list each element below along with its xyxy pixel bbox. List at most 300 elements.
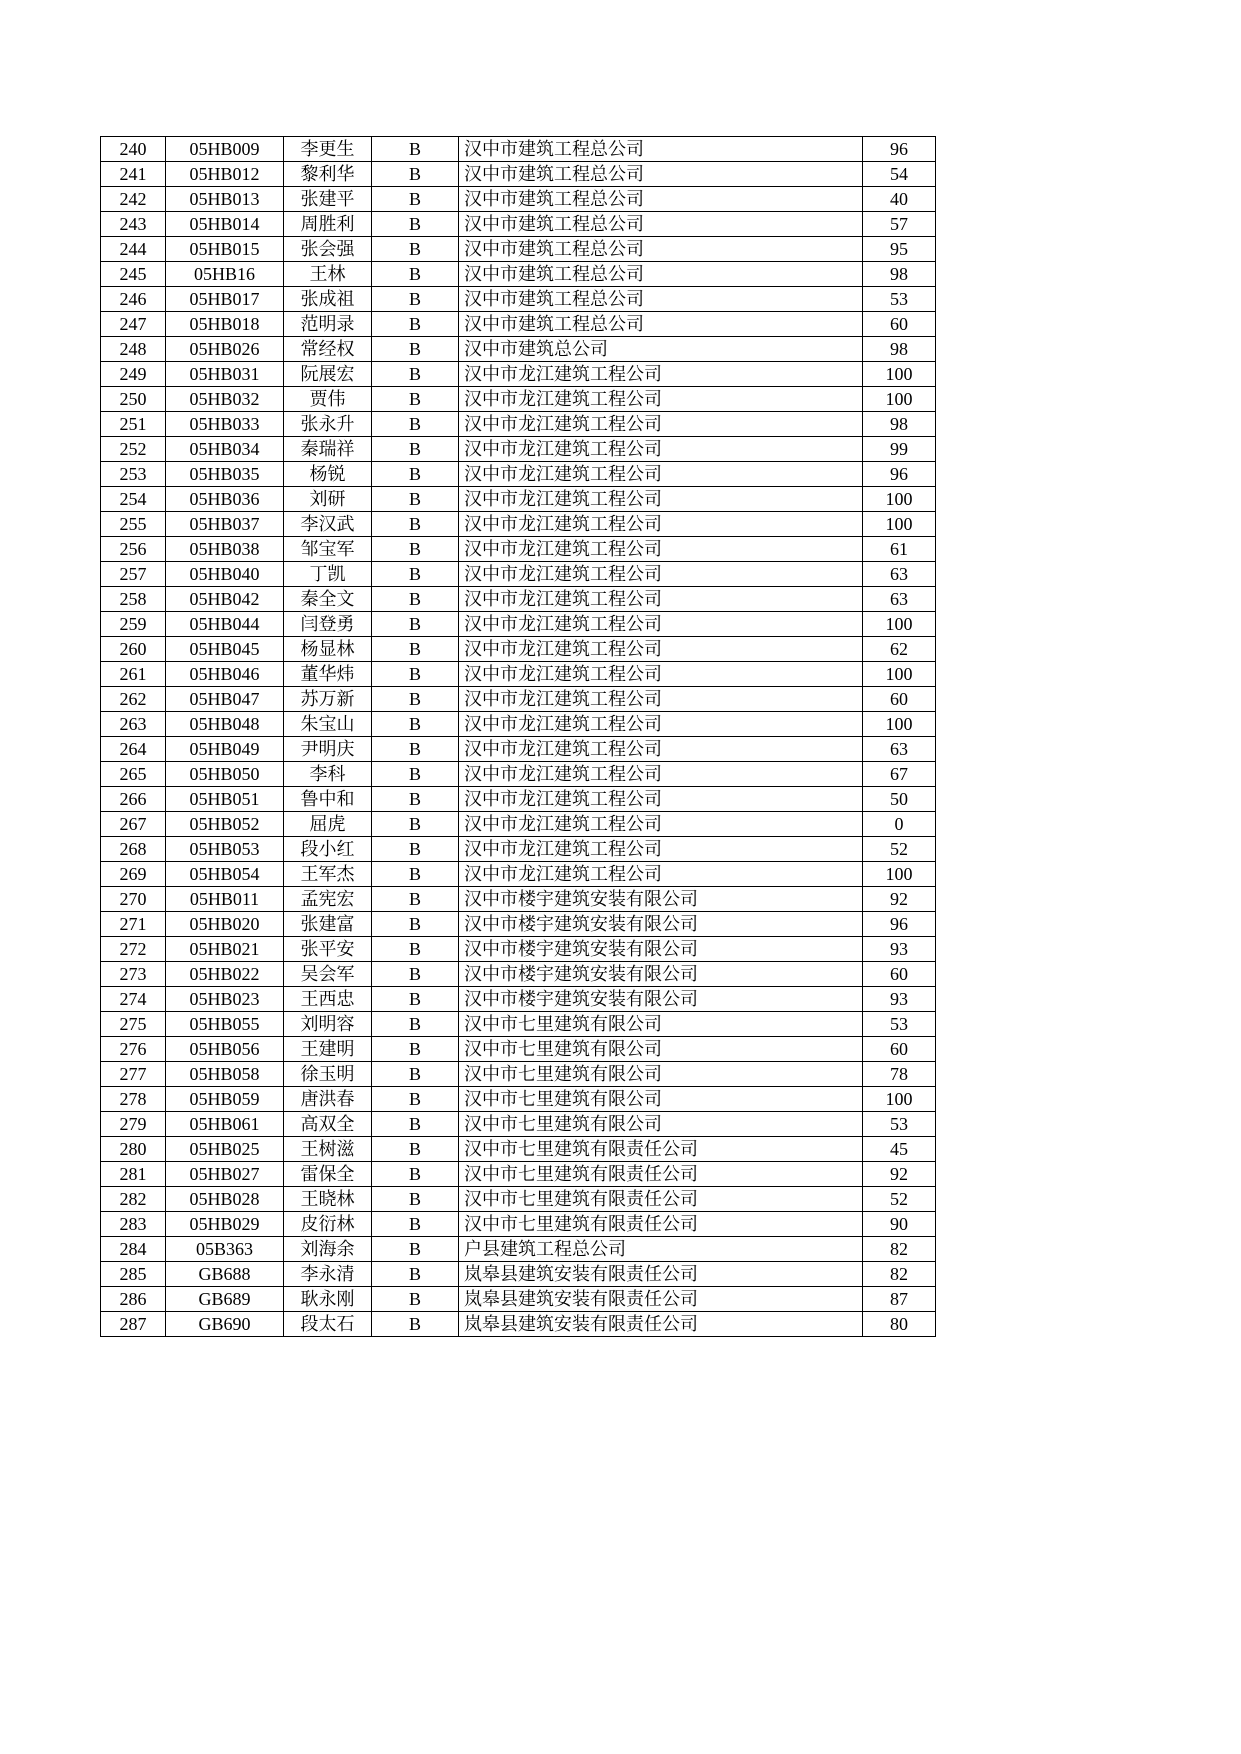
cell-grade: B (372, 1112, 459, 1137)
cell-name: 秦全文 (284, 587, 372, 612)
cell-index: 247 (101, 312, 166, 337)
cell-company: 汉中市龙江建筑工程公司 (459, 437, 863, 462)
cell-index: 285 (101, 1262, 166, 1287)
table-row (101, 1037, 936, 1062)
cell-index: 243 (101, 212, 166, 237)
cell-company: 汉中市建筑总公司 (459, 337, 863, 362)
cell-name: 刘研 (284, 487, 372, 512)
cell-name: 贾伟 (284, 387, 372, 412)
cell-score: 82 (863, 1237, 936, 1262)
cell-score: 92 (863, 1162, 936, 1187)
cell-score: 0 (863, 812, 936, 837)
cell-score: 95 (863, 237, 936, 262)
cell-grade: B (372, 1012, 459, 1037)
cell-grade: B (372, 487, 459, 512)
cell-company: 汉中市七里建筑有限责任公司 (459, 1212, 863, 1237)
cell-score: 63 (863, 587, 936, 612)
cell-score: 100 (863, 362, 936, 387)
cell-grade: B (372, 1312, 459, 1337)
cell-name: 高双全 (284, 1112, 372, 1137)
cell-score: 61 (863, 537, 936, 562)
cell-company: 汉中市七里建筑有限责任公司 (459, 1187, 863, 1212)
cell-certificate-no: 05HB059 (166, 1087, 284, 1112)
cell-score: 92 (863, 887, 936, 912)
cell-score: 100 (863, 512, 936, 537)
cell-name: 李汉武 (284, 512, 372, 537)
cell-company: 汉中市龙江建筑工程公司 (459, 412, 863, 437)
table-row (101, 1087, 936, 1112)
cell-grade: B (372, 912, 459, 937)
cell-grade: B (372, 787, 459, 812)
cell-index: 246 (101, 287, 166, 312)
table-row (101, 362, 936, 387)
cell-certificate-no: 05HB022 (166, 962, 284, 987)
cell-name: 雷保全 (284, 1162, 372, 1187)
table-row (101, 1162, 936, 1187)
table-row (101, 1112, 936, 1137)
table-row (101, 587, 936, 612)
cell-certificate-no: 05HB014 (166, 212, 284, 237)
cell-certificate-no: 05HB044 (166, 612, 284, 637)
table-row (101, 562, 936, 587)
table-row (101, 1012, 936, 1037)
table-row (101, 1237, 936, 1262)
cell-grade: B (372, 712, 459, 737)
cell-certificate-no: 05HB055 (166, 1012, 284, 1037)
cell-score: 78 (863, 1062, 936, 1087)
cell-grade: B (372, 1162, 459, 1187)
cell-name: 张永升 (284, 412, 372, 437)
cell-certificate-no: 05HB046 (166, 662, 284, 687)
cell-grade: B (372, 412, 459, 437)
cell-name: 王晓林 (284, 1187, 372, 1212)
cell-company: 汉中市七里建筑有限责任公司 (459, 1162, 863, 1187)
table-row (101, 1312, 936, 1337)
cell-certificate-no: 05HB049 (166, 737, 284, 762)
cell-index: 263 (101, 712, 166, 737)
cell-score: 99 (863, 437, 936, 462)
cell-grade: B (372, 212, 459, 237)
cell-name: 闫登勇 (284, 612, 372, 637)
cell-score: 53 (863, 1012, 936, 1037)
cell-index: 276 (101, 1037, 166, 1062)
table-row (101, 662, 936, 687)
cell-grade: B (372, 837, 459, 862)
table-row (101, 187, 936, 212)
cell-name: 刘明容 (284, 1012, 372, 1037)
cell-grade: B (372, 762, 459, 787)
cell-name: 段小红 (284, 837, 372, 862)
cell-certificate-no: 05HB009 (166, 137, 284, 162)
cell-index: 257 (101, 562, 166, 587)
cell-name: 王林 (284, 262, 372, 287)
cell-grade: B (372, 237, 459, 262)
cell-company: 汉中市龙江建筑工程公司 (459, 637, 863, 662)
cell-company: 汉中市七里建筑有限公司 (459, 1012, 863, 1037)
cell-company: 汉中市七里建筑有限责任公司 (459, 1137, 863, 1162)
cell-score: 67 (863, 762, 936, 787)
cell-grade: B (372, 887, 459, 912)
table-row (101, 1262, 936, 1287)
table-row (101, 1187, 936, 1212)
cell-index: 260 (101, 637, 166, 662)
cell-company: 汉中市龙江建筑工程公司 (459, 562, 863, 587)
cell-name: 杨锐 (284, 462, 372, 487)
cell-company: 汉中市七里建筑有限公司 (459, 1112, 863, 1137)
cell-certificate-no: GB689 (166, 1287, 284, 1312)
cell-index: 280 (101, 1137, 166, 1162)
cell-name: 王树滋 (284, 1137, 372, 1162)
cell-index: 262 (101, 687, 166, 712)
cell-score: 53 (863, 287, 936, 312)
cell-name: 张建富 (284, 912, 372, 937)
table-row (101, 987, 936, 1012)
table-row (101, 137, 936, 162)
table-row (101, 312, 936, 337)
table-row (101, 462, 936, 487)
table-row (101, 787, 936, 812)
document-page (100, 136, 936, 1337)
cell-name: 吴会军 (284, 962, 372, 987)
cell-company: 汉中市七里建筑有限公司 (459, 1062, 863, 1087)
cell-company: 汉中市龙江建筑工程公司 (459, 512, 863, 537)
cell-grade: B (372, 1237, 459, 1262)
cell-grade: B (372, 187, 459, 212)
cell-grade: B (372, 737, 459, 762)
cell-index: 248 (101, 337, 166, 362)
cell-score: 63 (863, 737, 936, 762)
cell-certificate-no: 05HB052 (166, 812, 284, 837)
cell-company: 汉中市七里建筑有限公司 (459, 1037, 863, 1062)
table-row (101, 437, 936, 462)
cell-certificate-no: 05HB028 (166, 1187, 284, 1212)
cell-index: 245 (101, 262, 166, 287)
table-row (101, 737, 936, 762)
cell-score: 54 (863, 162, 936, 187)
cell-grade: B (372, 1037, 459, 1062)
cell-score: 40 (863, 187, 936, 212)
table-row (101, 1287, 936, 1312)
cell-company: 汉中市龙江建筑工程公司 (459, 612, 863, 637)
cell-index: 273 (101, 962, 166, 987)
table-row (101, 812, 936, 837)
cell-company: 户县建筑工程总公司 (459, 1237, 863, 1262)
cell-company: 汉中市龙江建筑工程公司 (459, 787, 863, 812)
cell-company: 汉中市楼宇建筑安装有限公司 (459, 887, 863, 912)
cell-name: 耿永刚 (284, 1287, 372, 1312)
cell-grade: B (372, 937, 459, 962)
cell-certificate-no: 05HB16 (166, 262, 284, 287)
cell-grade: B (372, 137, 459, 162)
cell-score: 60 (863, 687, 936, 712)
table-row (101, 912, 936, 937)
cell-index: 259 (101, 612, 166, 637)
cell-company: 汉中市建筑工程总公司 (459, 212, 863, 237)
cell-certificate-no: 05HB033 (166, 412, 284, 437)
cell-company: 汉中市建筑工程总公司 (459, 187, 863, 212)
cell-score: 96 (863, 462, 936, 487)
cell-certificate-no: 05HB056 (166, 1037, 284, 1062)
table-row (101, 1137, 936, 1162)
cell-certificate-no: 05HB036 (166, 487, 284, 512)
table-row (101, 512, 936, 537)
cell-score: 50 (863, 787, 936, 812)
cell-certificate-no: 05HB037 (166, 512, 284, 537)
table-row (101, 262, 936, 287)
results-table-body (101, 137, 936, 1337)
cell-grade: B (372, 262, 459, 287)
cell-certificate-no: 05HB021 (166, 937, 284, 962)
table-row (101, 387, 936, 412)
cell-certificate-no: 05HB025 (166, 1137, 284, 1162)
cell-index: 279 (101, 1112, 166, 1137)
cell-certificate-no: 05HB050 (166, 762, 284, 787)
cell-name: 段太石 (284, 1312, 372, 1337)
cell-certificate-no: 05HB047 (166, 687, 284, 712)
cell-certificate-no: 05HB054 (166, 862, 284, 887)
cell-grade: B (372, 987, 459, 1012)
table-row (101, 237, 936, 262)
cell-name: 黎利华 (284, 162, 372, 187)
cell-name: 尹明庆 (284, 737, 372, 762)
cell-index: 267 (101, 812, 166, 837)
table-row (101, 637, 936, 662)
cell-company: 汉中市楼宇建筑安装有限公司 (459, 937, 863, 962)
cell-certificate-no: 05HB040 (166, 562, 284, 587)
cell-grade: B (372, 1137, 459, 1162)
cell-grade: B (372, 337, 459, 362)
cell-index: 242 (101, 187, 166, 212)
table-row (101, 412, 936, 437)
cell-grade: B (372, 1287, 459, 1312)
cell-grade: B (372, 562, 459, 587)
cell-certificate-no: GB688 (166, 1262, 284, 1287)
cell-score: 93 (863, 987, 936, 1012)
cell-certificate-no: 05HB023 (166, 987, 284, 1012)
table-row (101, 937, 936, 962)
cell-name: 刘海余 (284, 1237, 372, 1262)
cell-index: 255 (101, 512, 166, 537)
cell-name: 苏万新 (284, 687, 372, 712)
cell-name: 常经权 (284, 337, 372, 362)
cell-name: 范明录 (284, 312, 372, 337)
cell-grade: B (372, 387, 459, 412)
cell-certificate-no: 05HB020 (166, 912, 284, 937)
cell-score: 80 (863, 1312, 936, 1337)
cell-name: 杨显林 (284, 637, 372, 662)
table-row (101, 762, 936, 787)
cell-name: 阮展宏 (284, 362, 372, 387)
cell-certificate-no: 05HB045 (166, 637, 284, 662)
cell-certificate-no: 05B363 (166, 1237, 284, 1262)
cell-score: 52 (863, 837, 936, 862)
cell-company: 汉中市龙江建筑工程公司 (459, 837, 863, 862)
cell-score: 93 (863, 937, 936, 962)
cell-company: 汉中市建筑工程总公司 (459, 287, 863, 312)
cell-company: 汉中市楼宇建筑安装有限公司 (459, 912, 863, 937)
cell-certificate-no: 05HB035 (166, 462, 284, 487)
cell-score: 62 (863, 637, 936, 662)
cell-index: 254 (101, 487, 166, 512)
cell-company: 汉中市建筑工程总公司 (459, 237, 863, 262)
cell-score: 60 (863, 962, 936, 987)
cell-company: 汉中市龙江建筑工程公司 (459, 387, 863, 412)
cell-score: 96 (863, 912, 936, 937)
cell-score: 63 (863, 562, 936, 587)
table-row (101, 287, 936, 312)
cell-name: 李更生 (284, 137, 372, 162)
cell-certificate-no: 05HB042 (166, 587, 284, 612)
cell-index: 253 (101, 462, 166, 487)
cell-name: 李科 (284, 762, 372, 787)
cell-company: 岚皋县建筑安装有限责任公司 (459, 1287, 863, 1312)
cell-score: 82 (863, 1262, 936, 1287)
cell-index: 284 (101, 1237, 166, 1262)
table-row (101, 1212, 936, 1237)
cell-name: 董华炜 (284, 662, 372, 687)
cell-company: 汉中市龙江建筑工程公司 (459, 587, 863, 612)
cell-certificate-no: 05HB027 (166, 1162, 284, 1187)
table-row (101, 862, 936, 887)
cell-index: 283 (101, 1212, 166, 1237)
cell-grade: B (372, 1087, 459, 1112)
cell-name: 徐玉明 (284, 1062, 372, 1087)
cell-index: 241 (101, 162, 166, 187)
cell-index: 240 (101, 137, 166, 162)
cell-name: 张平安 (284, 937, 372, 962)
cell-certificate-no: 05HB011 (166, 887, 284, 912)
cell-score: 98 (863, 337, 936, 362)
cell-name: 王西忠 (284, 987, 372, 1012)
cell-name: 屈虎 (284, 812, 372, 837)
cell-name: 李永清 (284, 1262, 372, 1287)
cell-index: 270 (101, 887, 166, 912)
cell-certificate-no: GB690 (166, 1312, 284, 1337)
cell-grade: B (372, 287, 459, 312)
cell-name: 丁凯 (284, 562, 372, 587)
cell-index: 287 (101, 1312, 166, 1337)
cell-certificate-no: 05HB032 (166, 387, 284, 412)
cell-company: 汉中市龙江建筑工程公司 (459, 812, 863, 837)
table-row (101, 337, 936, 362)
cell-grade: B (372, 612, 459, 637)
cell-company: 汉中市龙江建筑工程公司 (459, 737, 863, 762)
table-row (101, 687, 936, 712)
cell-score: 45 (863, 1137, 936, 1162)
cell-score: 53 (863, 1112, 936, 1137)
cell-name: 皮衍林 (284, 1212, 372, 1237)
cell-company: 汉中市龙江建筑工程公司 (459, 712, 863, 737)
cell-index: 271 (101, 912, 166, 937)
cell-company: 汉中市龙江建筑工程公司 (459, 662, 863, 687)
cell-index: 269 (101, 862, 166, 887)
table-row (101, 612, 936, 637)
cell-certificate-no: 05HB017 (166, 287, 284, 312)
cell-name: 王建明 (284, 1037, 372, 1062)
cell-score: 100 (863, 662, 936, 687)
cell-index: 250 (101, 387, 166, 412)
cell-name: 邹宝军 (284, 537, 372, 562)
cell-score: 100 (863, 487, 936, 512)
cell-index: 258 (101, 587, 166, 612)
cell-score: 60 (863, 312, 936, 337)
cell-name: 秦瑞祥 (284, 437, 372, 462)
cell-score: 57 (863, 212, 936, 237)
cell-score: 100 (863, 612, 936, 637)
table-row (101, 1062, 936, 1087)
cell-name: 张成祖 (284, 287, 372, 312)
table-row (101, 537, 936, 562)
cell-company: 汉中市建筑工程总公司 (459, 162, 863, 187)
cell-index: 266 (101, 787, 166, 812)
table-row (101, 712, 936, 737)
cell-score: 90 (863, 1212, 936, 1237)
cell-company: 汉中市龙江建筑工程公司 (459, 462, 863, 487)
cell-score: 98 (863, 412, 936, 437)
cell-grade: B (372, 962, 459, 987)
cell-score: 87 (863, 1287, 936, 1312)
table-row (101, 162, 936, 187)
cell-certificate-no: 05HB034 (166, 437, 284, 462)
cell-score: 60 (863, 1037, 936, 1062)
cell-grade: B (372, 1187, 459, 1212)
cell-company: 岚皋县建筑安装有限责任公司 (459, 1312, 863, 1337)
cell-certificate-no: 05HB048 (166, 712, 284, 737)
cell-index: 274 (101, 987, 166, 1012)
table-row (101, 887, 936, 912)
cell-index: 265 (101, 762, 166, 787)
cell-company: 汉中市龙江建筑工程公司 (459, 362, 863, 387)
cell-index: 249 (101, 362, 166, 387)
cell-certificate-no: 05HB053 (166, 837, 284, 862)
cell-index: 261 (101, 662, 166, 687)
cell-certificate-no: 05HB031 (166, 362, 284, 387)
cell-grade: B (372, 862, 459, 887)
cell-certificate-no: 05HB029 (166, 1212, 284, 1237)
cell-index: 256 (101, 537, 166, 562)
cell-certificate-no: 05HB018 (166, 312, 284, 337)
cell-name: 张会强 (284, 237, 372, 262)
cell-grade: B (372, 812, 459, 837)
cell-grade: B (372, 637, 459, 662)
cell-certificate-no: 05HB061 (166, 1112, 284, 1137)
results-table (100, 136, 936, 1337)
cell-name: 鲁中和 (284, 787, 372, 812)
cell-company: 汉中市龙江建筑工程公司 (459, 537, 863, 562)
cell-score: 100 (863, 862, 936, 887)
cell-index: 252 (101, 437, 166, 462)
cell-index: 268 (101, 837, 166, 862)
cell-score: 96 (863, 137, 936, 162)
cell-grade: B (372, 362, 459, 387)
cell-company: 汉中市建筑工程总公司 (459, 137, 863, 162)
cell-index: 251 (101, 412, 166, 437)
cell-company: 汉中市楼宇建筑安装有限公司 (459, 987, 863, 1012)
cell-company: 汉中市龙江建筑工程公司 (459, 862, 863, 887)
cell-name: 唐洪春 (284, 1087, 372, 1112)
cell-certificate-no: 05HB012 (166, 162, 284, 187)
table-row (101, 212, 936, 237)
cell-name: 周胜利 (284, 212, 372, 237)
cell-grade: B (372, 1262, 459, 1287)
cell-certificate-no: 05HB013 (166, 187, 284, 212)
cell-company: 岚皋县建筑安装有限责任公司 (459, 1262, 863, 1287)
cell-certificate-no: 05HB051 (166, 787, 284, 812)
cell-index: 282 (101, 1187, 166, 1212)
cell-company: 汉中市龙江建筑工程公司 (459, 687, 863, 712)
cell-score: 100 (863, 387, 936, 412)
cell-grade: B (372, 1212, 459, 1237)
